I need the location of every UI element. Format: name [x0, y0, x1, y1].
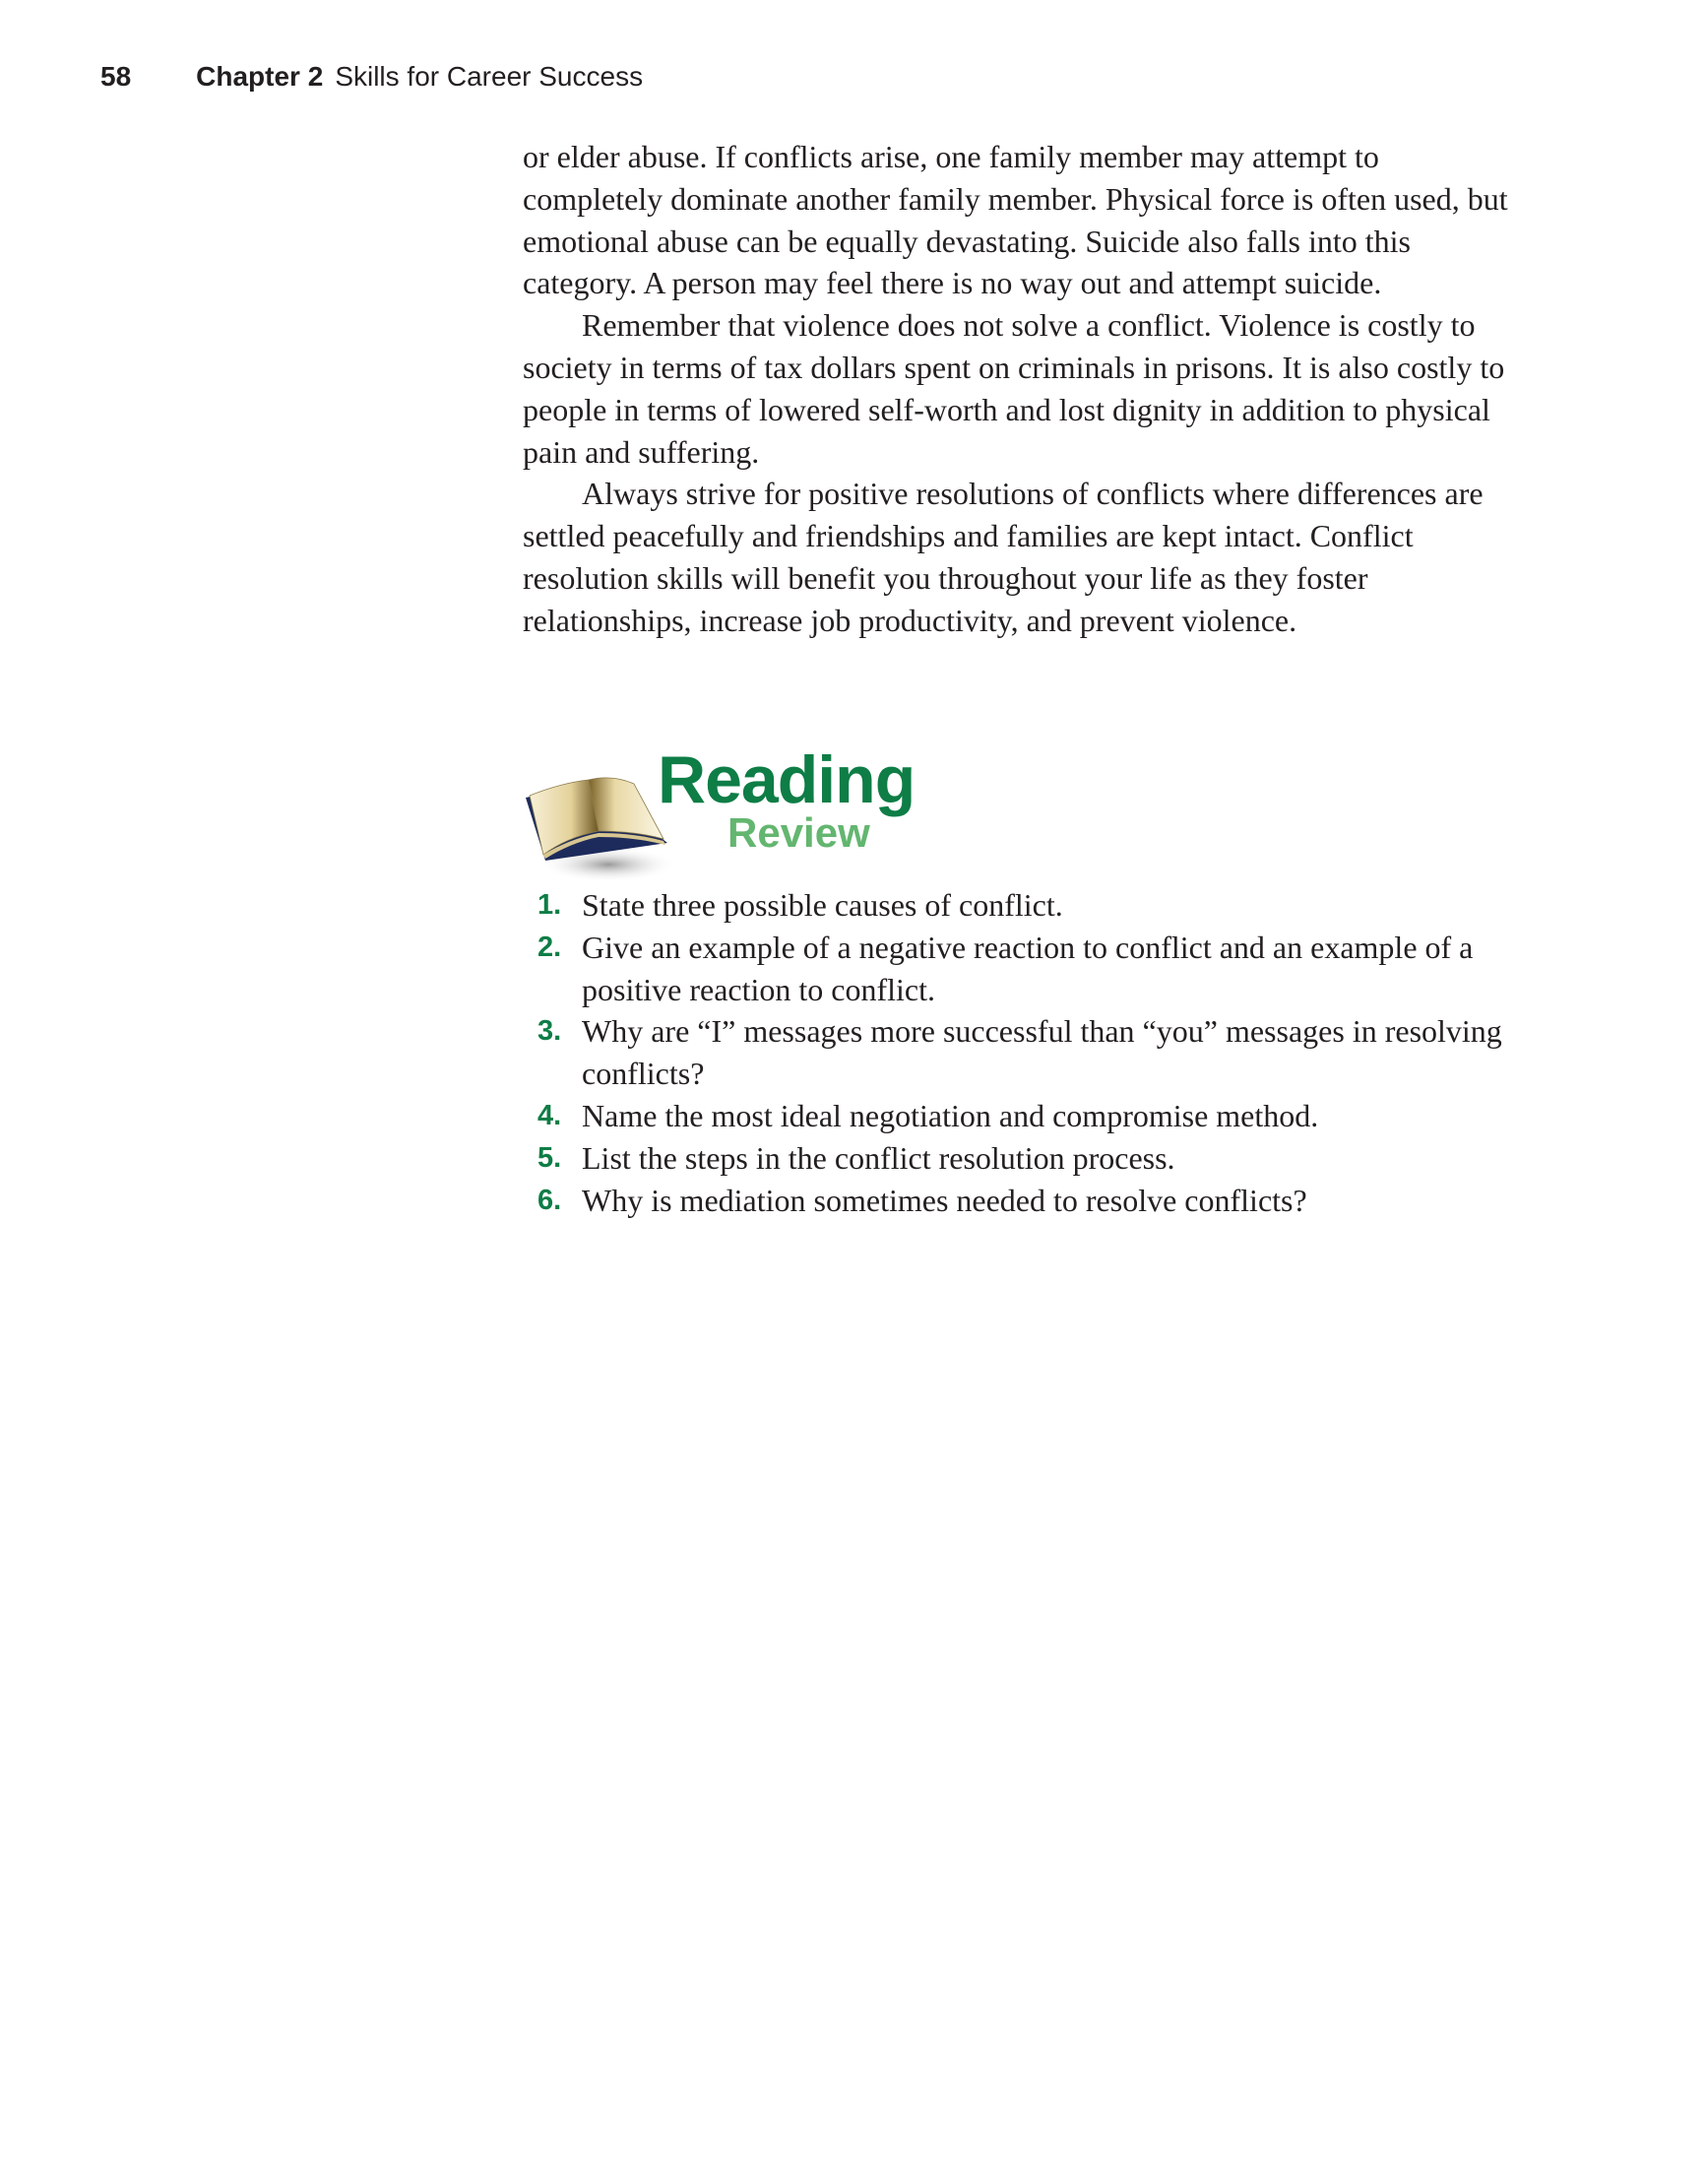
chapter-title: Skills for Career Success [335, 61, 644, 92]
open-book-icon [520, 770, 677, 888]
reading-title: Reading [658, 742, 916, 817]
body-paragraph: Always strive for positive resolutions of conflicts where differences are settled peacefully and friendships and families are kept intact. Conflict resolution skills will benefit you throughout your life as they foster relationships, increase job productivity, and prevent violence. [523, 476, 1484, 638]
review-question [522, 1180, 1536, 1222]
question-text: Name the most ideal negotiation and compromise method. [582, 1097, 1319, 1133]
question-number: 5. [537, 1141, 562, 1174]
review-question [522, 1137, 1536, 1180]
body-text [523, 136, 1527, 642]
review-subtitle: Review [727, 809, 870, 856]
body-paragraph: or elder abuse. If conflicts arise, one family member may attempt to completely dominate another family member. Physical force is often used, but emotional abuse can be equally devastating. Suicide also falls into this category. A person may feel there is no way out and attempt suicide. [523, 139, 1508, 301]
body-paragraph: Remember that violence does not solve a conflict. Violence is costly to society in terms of tax dollars spent on criminals in prisons. It is also costly to people in terms of lowered self-worth and lost dignity in addition to physical pain and suffering. [523, 307, 1505, 470]
question-number: 4. [537, 1099, 562, 1131]
chapter-label: Chapter 2 [196, 61, 324, 92]
question-text: Why is mediation sometimes needed to resolve conflicts? [582, 1182, 1307, 1218]
question-text: List the steps in the conflict resolution process. [582, 1139, 1175, 1176]
review-question [522, 927, 1536, 1011]
question-number: 1. [537, 889, 562, 921]
page-number: 58 [100, 61, 132, 92]
review-questions [522, 884, 1536, 1221]
question-number: 3. [537, 1015, 562, 1048]
question-text: Give an example of a negative reaction to conflict and an example of a positive reaction to conflict. [582, 929, 1474, 1007]
reading-review-heading [520, 740, 1032, 888]
review-question [522, 1010, 1536, 1095]
question-number: 6. [537, 1184, 562, 1216]
running-header [100, 61, 643, 93]
review-question [522, 884, 1536, 927]
question-number: 2. [537, 931, 562, 963]
question-text: State three possible causes of conflict. [582, 887, 1063, 923]
review-question [522, 1095, 1536, 1137]
question-text: Why are “I” messages more successful than “you” messages in resolving conflicts? [582, 1013, 1502, 1092]
